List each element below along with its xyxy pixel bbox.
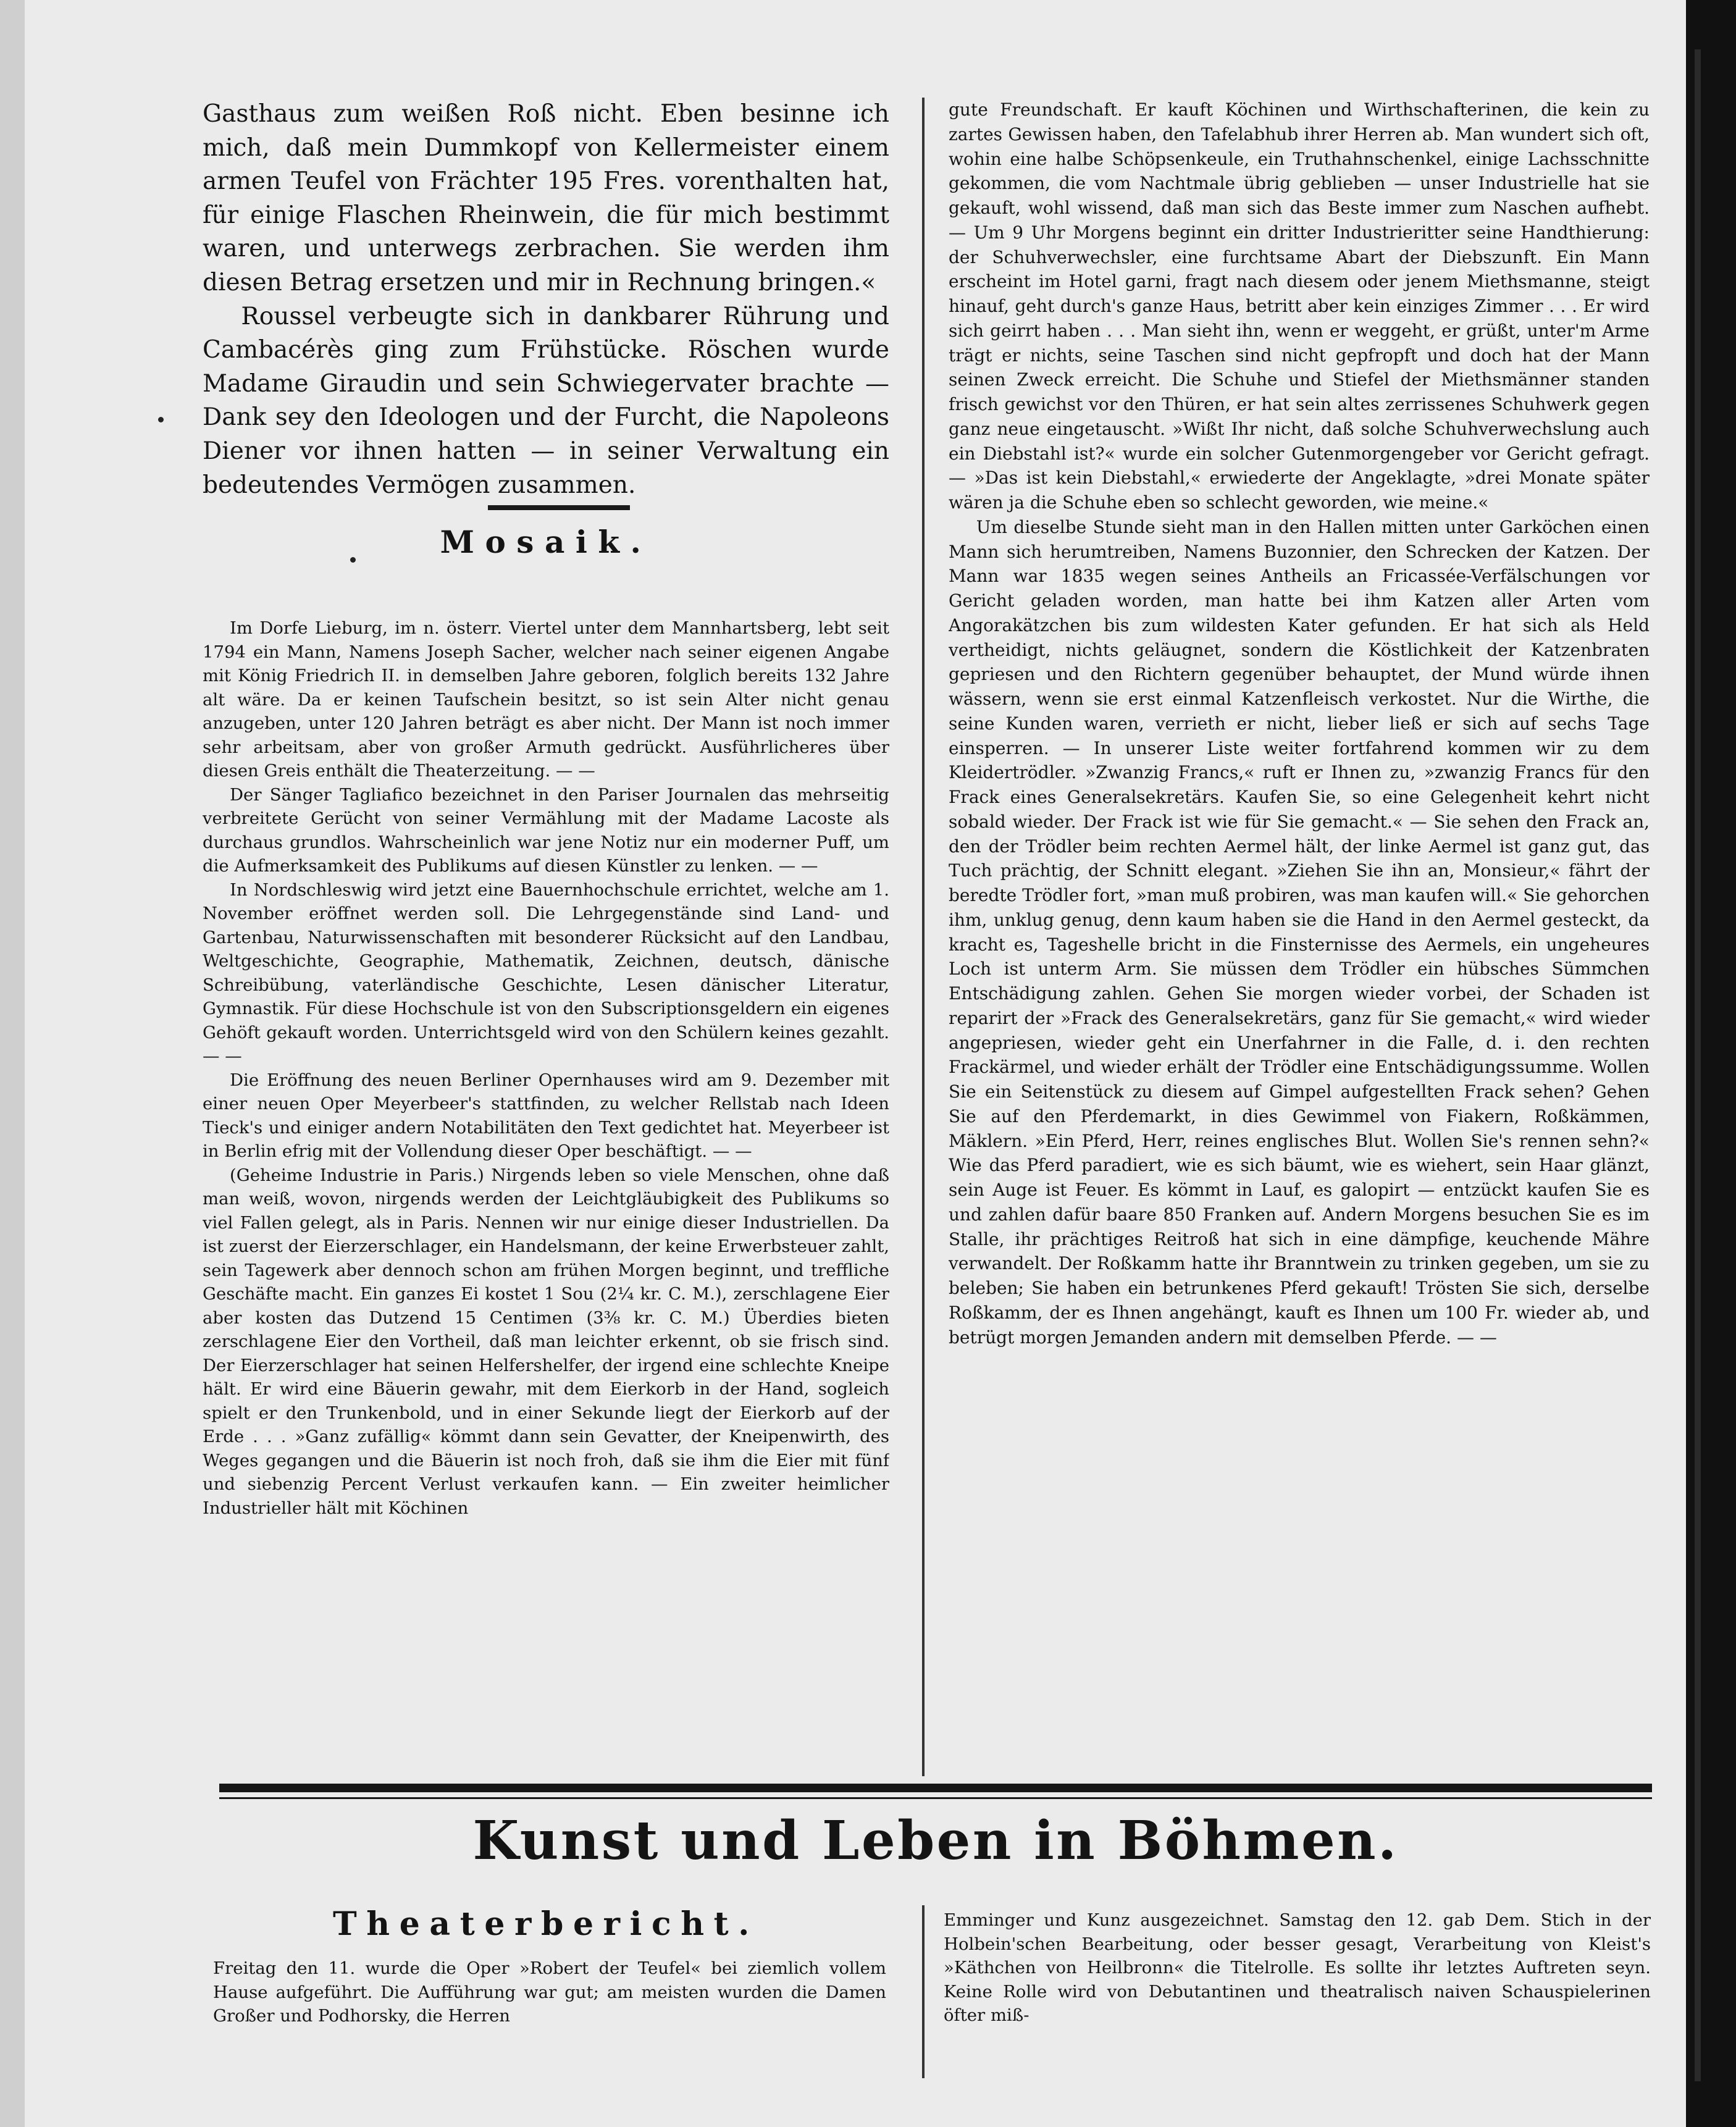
section-divider <box>488 505 630 510</box>
mosaik-heading: Mosaik. <box>440 524 652 560</box>
continued-story-text: Gasthaus zum weißen Roß nicht. Eben besinne ich mich, daß mein Dummkopf von Kellermeister einem armen Teufel von Frächter 195 Fres. vorenthalten hat, für einige Flaschen Rheinwein, die für mich bestimmt waren, und unterwegs zerbrachen. Sie werden ihm diesen Betrag ersetzen und mir in Rechnung bringen.« <box>203 100 889 296</box>
news-item-berlin-opera: Die Eröffnung des neuen Berliner Opernhauses wird am 9. Dezember mit einer neuen Oper Meyerbeer's stattfinden, zu welcher Rellstab nach Ideen Tieck's und einiger andern Notabilitäten den Text gedichtet hat. Meyerbeer ist in Berlin efrig mit der Vollendung dieser Oper beschäftigt. — — <box>203 1070 889 1162</box>
news-item-nordschleswig: In Nordschleswig wird jetzt eine Bauernhochschule errichtet, welche am 1. November eröffnet werden soll. Die Lehrgegenstände sind Land- und Gartenbau, Naturwissenschaften mit besonderer Rücksicht auf den Landbau, Weltgeschichte, Geographie, Mathematik, Zeichnen, deutsch, dänische Schreibübung, vaterländische Geschichte, Lesen dänischer Literatur, Gymnastik. Für diese Hochschule ist von den Subscriptionsgeldern ein eigenes Gehöft gekauft worden. Unterrichtsgeld wird von den Schülern keines gezahlt. — — <box>203 879 889 1067</box>
news-item-paris-industry: (Geheime Industrie in Paris.) Nirgends leben so viele Menschen, ohne daß man weiß, wovon, nirgends werden der Leichtgläubigkeit des Publikums so viel Fallen gelegt, als in Paris. Nennen wir nur einige dieser Industriellen. Da ist zuerst der Eierzerschlager, ein Handelsmann, der keine Erwerbsteuer zahlt, sein Tagewerk aber dennoch schon am frühen Morgen beginnt, und treffliche Geschäfte macht. Ein ganzes Ei kostet 1 Sou (2¼ kr. C. M.), zerschlagene Eier aber kosten das Dutzend 15 Centimen (3⅜ kr. C. M.) Überdies bieten zerschlagene Eier den Vortheil, daß man leichter erkennt, ob sie frisch sind. Der Eierzerschlager hat seinen Helfershelfer, der irgend eine schlechte Kneipe hält. Er wird eine Bäuerin gewahr, mit dem Eierkorb in der Hand, sogleich spielt er den Trunkenbold, und in einer Sekunde liegt der Eierkorb auf der Erde . . . »Ganz zufällig« kömmt dann sein Gevatter, der Kneipenwirth, des Weges gegangen und die Bäuerin ist noch froh, daß sie ihm die Eier mit fünf und siebenzig Percent Verlust verkaufen kann. — Ein zweiter heimlicher Industrieller hält mit Köchinen <box>203 1165 889 1518</box>
story-conclusion: Roussel verbeugte sich in dankbarer Rührung und Cambacérès ging zum Frühstücke. Röschen wurde Madame Giraudin und sein Schwiegervater brachte — Dank sey den Ideologen und der Furcht, die Napoleons Diener vor ihnen hatten — in seiner Verwaltung ein bedeutendes Vermögen zusammen. <box>203 302 889 499</box>
column-separator <box>922 98 925 1776</box>
ink-speck <box>158 417 164 422</box>
theater-report-right: Emminger und Kunz ausgezeichnet. Samstag den 12. gab Dem. Stich in der Holbein'schen Bearbeitung, oder besser gesagt, Verarbeitung von Kleist's »Käthchen von Heilbronn« die Titelrolle. Es sollte ihr letztes Auftreten seyn. Keine Rolle wird von Debutantinen und theatralisch naiven Schauspielerinen öfter miß- <box>944 1910 1651 2025</box>
left-column <box>203 98 889 1765</box>
section-rule-thick <box>219 1784 1652 1792</box>
section-subtitle: Theaterbericht. <box>333 1905 759 1943</box>
column-separator-bottom <box>922 1905 925 2078</box>
news-item-lieburg: Im Dorfe Lieburg, im n. österr. Viertel unter dem Mannhartsberg, lebt seit 1794 ein Mann, Namens Joseph Sacher, welcher nach seiner eigenen Angabe mit König Friedrich II. in demselben Jahre geboren, folglich bereits 132 Jahre alt wäre. Da er keinen Taufschein besitzt, so ist sein Alter nicht genau anzugeben, unter 120 Jahren beträgt es aber nicht. Der Mann ist noch immer sehr arbeitsam, aber von großer Armuth gedrückt. Ausführlicheres über diesen Greis enthält die Theaterzeitung. — — <box>203 618 889 781</box>
news-item-tagliafico: Der Sänger Tagliafico bezeichnet in den Pariser Journalen das mehrseitig verbreitete Gerücht von seiner Vermählung mit der Madame Lacoste als durchaus grundlos. Wahrscheinlich war jene Notiz nur ein moderner Puff, um die Aufmerksamkeit des Publikums auf diesen Künstler zu lenken. — — <box>203 784 889 876</box>
paris-industry-cats-and-frock: Um dieselbe Stunde sieht man in den Hallen mitten unter Garköchen einen Mann sich herumtreiben, Namens Buzonnier, den Schrecken der Katzen. Der Mann war 1835 wegen seines Antheils an Fricassée-Verfälschungen vor Gericht geladen worden, man hatte bei ihm Katzen aller Arten vom Angorakätzchen bis zum wildesten Kater gefunden. Er hat sich als Held vertheidigt, nichts geläugnet, sondern die Köstlichkeit der Katzenbraten gepriesen und den Richtern gegenüber behauptet, der Mund würde ihnen wässern, wenn sie erst einmal Katzenfleisch verkostet. Nur die Wirthe, die seine Kunden waren, verrieth er nicht, lieber ließ er sich auf sechs Tage einsperren. — In unserer Liste weiter fortfahrend kommen wir zu dem Kleidertrödler. »Zwanzig Francs,« ruft er Ihnen zu, »zwanzig Francs für den Frack eines Generalsekretärs. Kaufen Sie, so eine Gelegenheit kehrt nicht sobald wieder. Der Frack ist wie für Sie gemacht.« — Sie sehen den Frack an, den der Trödler beim rechten Aermel hält, der linke Aermel ist ganz gut, das Tuch prächtig, der Schnitt elegant. »Ziehen Sie ihn an, Monsieur,« fährt der beredte Trödler fort, »man muß probiren, was man kaufen will.« Sie gehorchen ihm, unklug genug, denn kaum haben sie die Hand in den Aermel gesteckt, da kracht es, Tageshelle bricht in die Finsternisse des Aermels, ein ungeheures Loch ist unterm Arm. Sie müssen dem Trödler ein hübsches Sümmchen Entschädigung zahlen. Gehen Sie morgen wieder vorbei, der Schaden ist reparirt der »Frack des Generalsekretärs, ganz für Sie gemacht,« wird wieder angepriesen, wieder geht ein Unerfahrner in die Falle, d. i. den rechten Frackärmel, und wieder erhält der Trödler eine Entschädigungssumme. Wollen Sie ein Seitenstück zu diesem auf Gimpel aufgestellten Frack sehen? Gehen Sie auf den Pferdemarkt, in dies Gewimmel von Fiakern, Roßkämmen, Mäklern. »Ein Pferd, Herr, reines englisches Blut. Wollen Sie's rennen sehn?« Wie das Pferd paradiert, wie es sich bäumt, wie es wiehert, sein Haar glänzt, sein Auge ist Feuer. Es kömmt in Lauf, es galopirt — entzückt kaufen Sie es und zahlen dafür baare 850 Franken auf. Andern Morgens besuchen Sie es im Stalle, ihr prächtiges Reitroß hat sich in eine dämpfige, keuchende Mähre verwandelt. Der Roßkamm hatte ihr Branntwein zu trinken gegeben, um sie zu beleben; Sie haben ein betrunkenes Pferd gekauft! Trösten Sie sich, derselbe Roßkamm, der es Ihnen angehängt, kauft es Ihnen um 100 Fr. wieder ab, und betrügt morgen Jemanden andern mit demselben Pferde. — — <box>949 516 1650 1348</box>
paris-industry-continued: gute Freundschaft. Er kauft Köchinen und Wirthschafterinen, die kein zu zartes Gewissen haben, den Tafelabhub ihrer Herren ab. Man wundert sich oft, wohin eine halbe Schöpsenkeule, ein Truthahnschenkel, einige Lachsschnitte gekommen, die vom Nachtmale übrig geblieben — unser Industrielle hat sie gekauft, wohl wissend, daß man sich das Beste immer zum Naschen aufhebt. — Um 9 Uhr Morgens beginnt ein dritter Industrieritter seine Handthierung: der Schuhverwechsler, eine furchtsame Abart der Diebszunft. Ein Mann erscheint im Hotel garni, fragt nach diesem oder jenem Miethsmanne, steigt hinauf, geht durch's ganze Haus, betritt aber kein einziges Zimmer . . . Er wird sich geirrt haben . . . Man sieht ihn, wenn er weggeht, er grüßt, unter'm Arme trägt er nichts, seine Taschen sind nicht gepfropft und doch hat der Mann seinen Zweck erreicht. Die Schuhe und Stiefel der Miethsmänner standen frisch gewichst vor den Thüren, er hat sein altes zerrissenes Schuhwerk gegen ganz neue eingetauscht. »Wißt Ihr nicht, daß solche Schuhverwechslung auch ein Diebstahl ist?« wurde ein solcher Gutenmorgengeber vor Gericht gefragt. — »Das ist kein Diebstahl,« erwiederte der Angeklagte, »drei Monate später wären ja die Schuhe eben so schlecht geworden, wie meine.« <box>949 99 1650 513</box>
binding-strip <box>1695 49 1701 2081</box>
section-rule-thin <box>219 1797 1652 1799</box>
right-column <box>949 98 1650 1765</box>
page-edge-shadow <box>1686 0 1736 2127</box>
theater-report-left: Freitag den 11. wurde die Oper »Robert der Teufel« bei ziemlich vollem Hause aufgeführt. Die Aufführung war gut; am meisten wurden die Damen Großer und Podhorsky, die Herren <box>213 1958 886 2026</box>
section-title: Kunst und Leben in Böhmen. <box>472 1810 1399 1872</box>
